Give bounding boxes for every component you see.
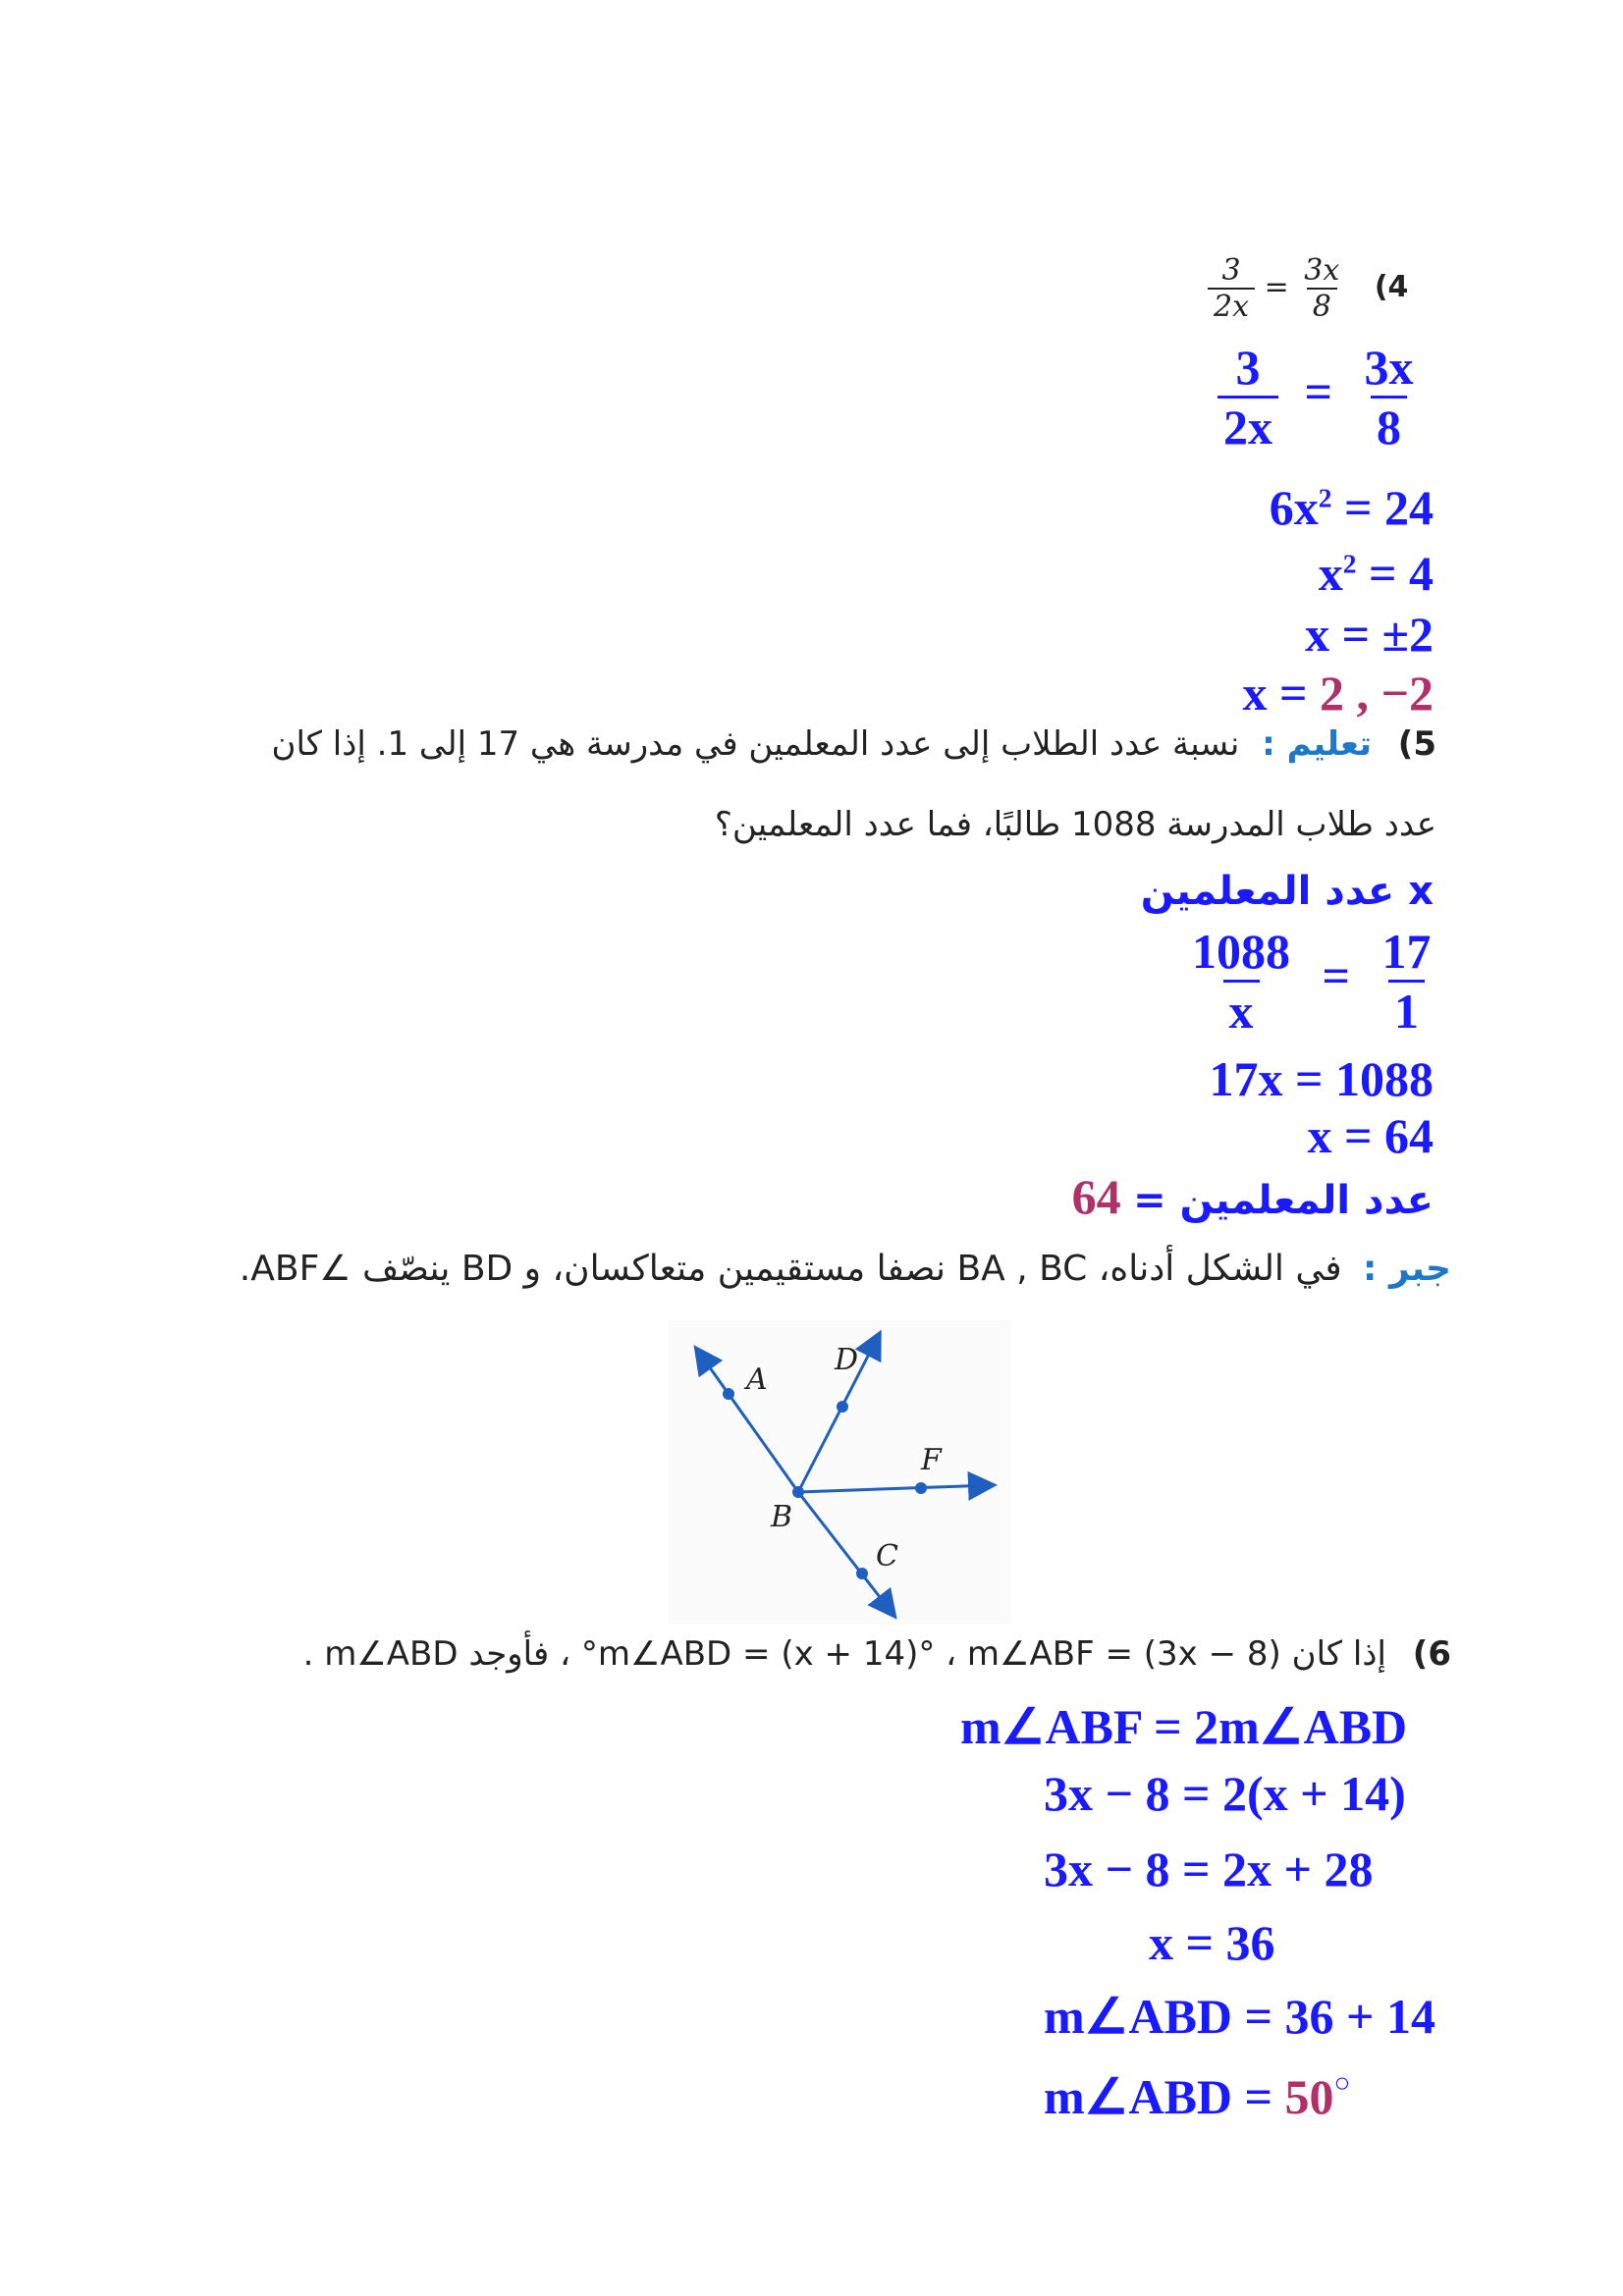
q4-answer: 2 , −2 bbox=[1320, 666, 1434, 721]
q6-line: 6) إذا كان m∠ABD = (x + 14)° ، m∠ABF = (3x − 8)° ، فأوجد m∠ABD . bbox=[302, 1634, 1451, 1674]
q4-given: $\frac{3}{2x}$ = $\frac{3x}{8}$ 4) bbox=[1208, 253, 1443, 324]
q4-number: 4) bbox=[1374, 270, 1409, 304]
q6-step3: 3x − 8 = 2x + 28 bbox=[1044, 1842, 1374, 1896]
label-c: C bbox=[876, 1539, 898, 1574]
q6-step6: m∠ABD = 50○ bbox=[1044, 2068, 1351, 2124]
algebra-line: جبر : في الشكل أدناه، BA , BC نصفا مستقيمين متعاكسان، و BD ينصّف ∠ABF. bbox=[239, 1249, 1451, 1289]
point-b bbox=[792, 1486, 804, 1498]
q4-block bbox=[1208, 253, 1443, 324]
q5-line1: 5) تعليم : نسبة عدد الطلاب إلى عدد المعلمين في مدرسة هي 17 إلى 1. إذا كان bbox=[271, 724, 1436, 764]
q6-step4: x = 36 bbox=[1149, 1915, 1275, 1970]
q6-step5: m∠ABD = 36 + 14 bbox=[1044, 1989, 1436, 2044]
q5-answer: 64 bbox=[1071, 1169, 1121, 1224]
q6-step1: m∠ABF = 2m∠ABD bbox=[960, 1699, 1408, 1754]
label-b: B bbox=[771, 1500, 793, 1534]
rays-figure bbox=[668, 1320, 1011, 1625]
label-a: A bbox=[746, 1362, 768, 1397]
point-c bbox=[856, 1568, 868, 1579]
q5-number: 5) bbox=[1397, 724, 1436, 764]
point-a bbox=[723, 1388, 734, 1400]
q4-given-rhs: $\frac{3x}{8}$ bbox=[1304, 253, 1340, 324]
q4-step5: x = 2 , −2 bbox=[1242, 666, 1434, 721]
algebra-label: جبر : bbox=[1363, 1249, 1451, 1289]
q5-step1: x عدد المعلمين bbox=[1140, 869, 1434, 914]
q6-answer: 50 bbox=[1284, 2069, 1334, 2124]
q4-step3: $x^2 = 4$ bbox=[1318, 546, 1434, 601]
point-d bbox=[837, 1401, 848, 1413]
ray-bf bbox=[798, 1485, 992, 1492]
q4-step2: $6x^2 = 24$ bbox=[1269, 480, 1434, 535]
q5-step2: $\frac{1088}{x}$ = $\frac{17}{1}$ bbox=[1192, 924, 1432, 1039]
q4-step4: x = ±2 bbox=[1305, 607, 1434, 662]
point-f bbox=[915, 1482, 927, 1494]
q6-step2: 3x − 8 = 2(x + 14) bbox=[1044, 1766, 1406, 1821]
q4-step1: $\frac{3}{2x}$ = $\frac{3x}{8}$ bbox=[1217, 339, 1420, 455]
label-f: F bbox=[921, 1443, 942, 1477]
q5-step4: x = 64 bbox=[1307, 1108, 1434, 1163]
q5-step5: عدد المعلمين = 64 bbox=[1071, 1169, 1434, 1224]
q4-given-lhs: $\frac{3}{2x}$ bbox=[1208, 253, 1255, 324]
q6-number: 6) bbox=[1412, 1634, 1451, 1674]
degree-symbol: ○ bbox=[1333, 2068, 1351, 2099]
q5-line2: عدد طلاب المدرسة 1088 طالبًا، فما عدد المعلمين؟ bbox=[714, 805, 1436, 844]
q5-step3: 17x = 1088 bbox=[1209, 1051, 1434, 1106]
rays-figure-svg bbox=[668, 1320, 1011, 1625]
label-d: D bbox=[835, 1343, 859, 1377]
q5-label: تعليم : bbox=[1262, 724, 1372, 764]
